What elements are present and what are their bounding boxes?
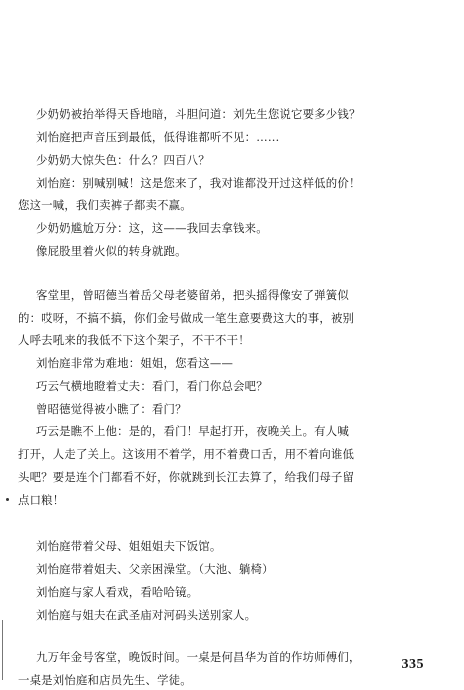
text-line: 人呼去吼来的我低不下这个架子，不干不干！ [18,333,250,347]
text-line: 一桌是刘怡庭和店员先生、学徒。 [18,673,192,687]
text-line: 的：哎呀，不搞不搞，你们金号做成一笔生意要费这大的事，被别 [18,311,355,325]
text-line: 刘怡庭与姐夫在武圣庙对河码头送别家人。 [36,608,257,622]
text-line: 头吧？要是连个门都看不好，你就跳到长江去算了，给我们母子留 [18,470,355,484]
text-line: 刘怡庭把声音压到最低，低得谁都听不见：…… [36,130,280,144]
text-line: 巧云是瞧不上他：是的，看门！早起打开，夜晚关上。有人喊 [36,424,349,438]
page-number: 335 [401,657,424,672]
text-line: 少奶奶被抬举得天昏地暗，斗胆问道：刘先生您说它要多少钱？ [36,107,361,121]
scan-speck [6,498,9,501]
text-line: 像屁股里着火似的转身就跑。 [36,244,187,258]
text-line: 刘怡庭带着父母、姐姐姐夫下饭馆。 [36,539,222,553]
text-line: 少奶奶大惊失色：什么？四百八？ [36,153,210,167]
text-line: 巧云气横地瞪着丈夫：看门，看门你总会吧？ [36,379,268,393]
text-line: 点口粮！ [18,493,65,507]
text-line: 刘怡庭非常为难地：姐姐，您看这—— [36,356,234,370]
text-line: 刘怡庭：别喊别喊！这是您来了，我对谁都没开过这样低的价！ [36,176,361,190]
text-line: 刘怡庭与家人看戏，看哈哈镜。 [36,585,199,599]
text-line: 您这一喊，我们卖裤子都卖不赢。 [18,198,192,212]
text-line: 刘怡庭带着姐夫、父亲困澡堂。（大池、躺椅） [36,562,274,576]
text-line: 九万年金号客堂，晚饭时间。一桌是何昌华为首的作坊师傅们， [36,650,361,664]
text-line: 曾昭德觉得被小瞧了：看门？ [36,402,187,416]
text-line: 少奶奶尴尬万分：这，这——我回去拿钱来。 [36,221,268,235]
scan-edge-mark [2,620,3,680]
text-line: 客堂里，曾昭德当着岳父母老婆留弟，把头摇得像安了弹簧似 [36,288,349,302]
text-line: 打开，人走了关上。这该用不着学，用不着费口舌，用不着向谁低 [18,447,355,461]
